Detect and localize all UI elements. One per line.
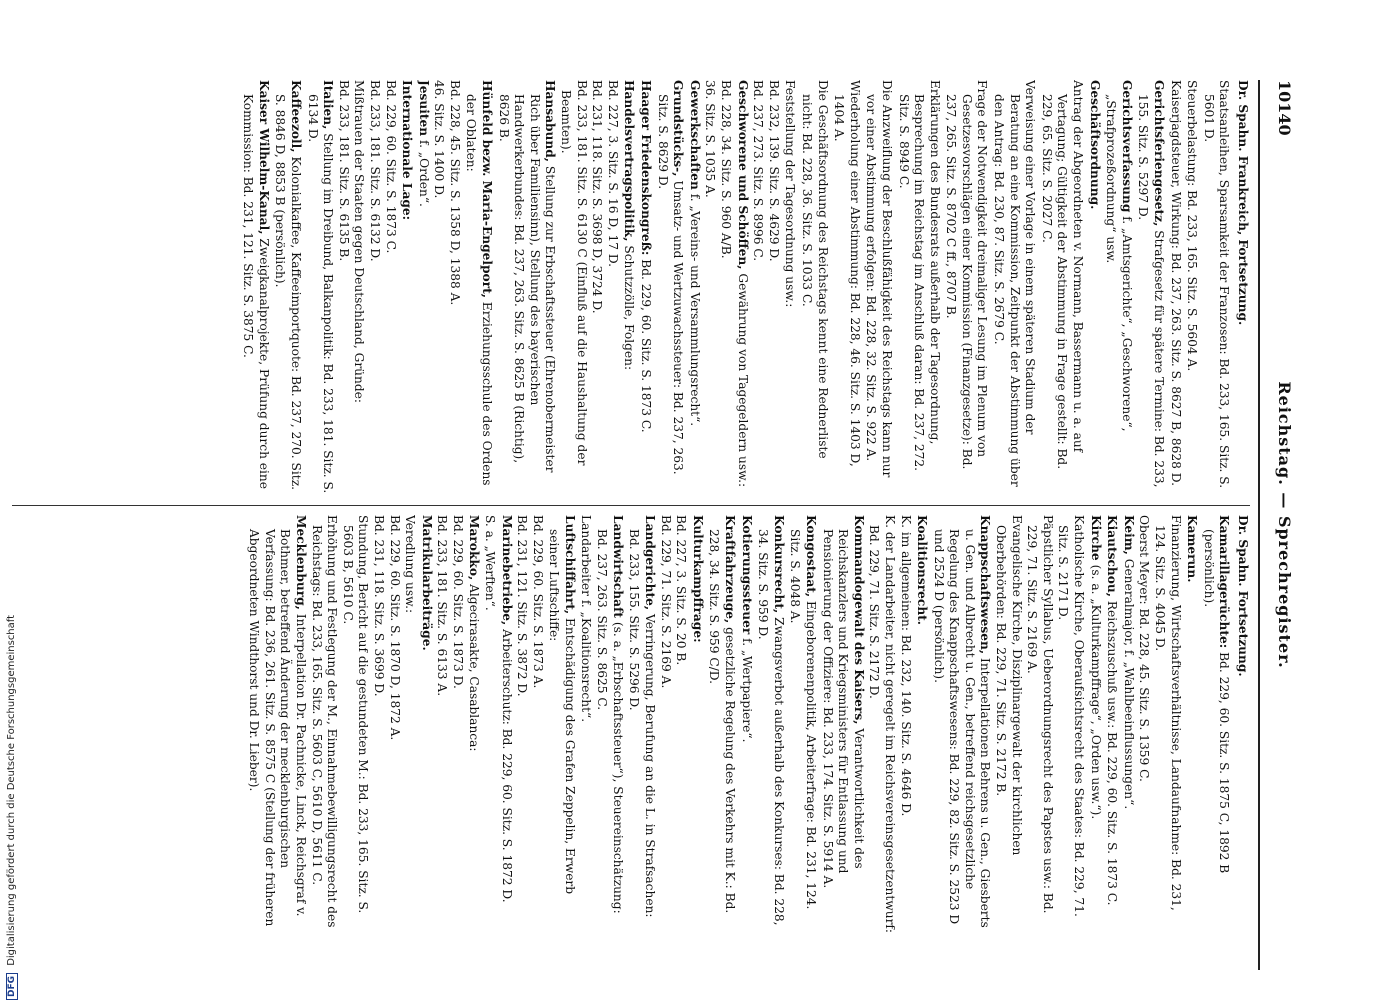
index-entry — [339, 515, 370, 935]
index-entry — [386, 515, 402, 935]
entry-text: Bd. 231, 121. Sitz. S. 3872 D. — [515, 515, 530, 697]
index-entry — [1167, 80, 1183, 495]
index-entry — [272, 80, 303, 495]
index-entry — [594, 515, 625, 935]
entry-text: Gewährung von Tagegeldern usw.: — [735, 273, 750, 488]
index-entry — [1086, 80, 1102, 495]
entry-lemma: Haager Friedenskongreß: — [639, 80, 654, 256]
entry-text: (s. a. „Erbschaftssteuer“), Steuereinschätzung: Bd. 237, 263. Sitz. S. 8625 C. — [595, 529, 625, 914]
entry-text: K. der Landarbeiter, nicht geregelt im Reichsvereinsgesetzentwurf: Bd. 229, 71. Sitz. S. 2172 D. — [867, 515, 897, 934]
entry-text: f. „Amtsgerichte“, „Geschworene“, „Strafprozeßordnung“ usw. — [1104, 94, 1134, 432]
index-entry — [1104, 515, 1120, 935]
index-entry — [866, 515, 897, 935]
entry-text: K. im allgemeinen: Bd. 232, 140. Sitz. S. 4646 D. — [898, 515, 913, 817]
index-entry — [1087, 515, 1103, 935]
index-entry — [1055, 515, 1086, 935]
index-entry — [1135, 80, 1166, 495]
column-divider — [12, 505, 1250, 506]
entry-lemma: Kulturkampffrage: — [690, 515, 705, 643]
entry-text: Verantwortlichkeit des Reichskanzlers und Kriegsministers für Entlassung und Pensionierung der Offiziere: Bd. 233, 174. Sitz. S. 5914 A. — [820, 529, 866, 889]
entry-text: Generalmajor, f. „Wahlbeeinflussungen“. — [1121, 558, 1136, 810]
entry-lemma: Gewerkschaften — [687, 80, 702, 190]
entry-text: Stundung, Bericht auf die gestundeten M.: Bd. 233, 165. Sitz. S. 5603 B, 5610 C. — [340, 515, 371, 914]
index-entry — [654, 80, 685, 495]
entry-text: Bd. 227, 3. Sitz. S. 16 D, 17 D. — [605, 80, 620, 268]
entry-text: Finanzierung, Wirtschaftsverhältnisse, Landaufnahme: Bd. 231, 124. Sitz. S. 4045 D. — [1153, 515, 1183, 911]
entry-lemma: Kraftfahrzeuge, — [723, 515, 737, 624]
index-entry — [466, 515, 482, 935]
index-entry — [895, 80, 942, 495]
index-entry — [930, 515, 992, 935]
index-entry — [734, 80, 750, 495]
entry-text: Bd. 231, 118. Sitz. S. 3699 D. — [371, 515, 386, 697]
index-entry — [546, 515, 577, 935]
entry-text: Wiederholung einer Abstimmung: Bd. 228, 46. Sitz. S. 1403 D, 1404 A. — [832, 80, 862, 467]
index-entry — [304, 80, 335, 495]
credit-text: Digitalisierung gefördert durch die Deutsche Forschungsgemeinschaft — [6, 614, 17, 966]
entry-text: (s. a. „Kulturkampffrage“, „Orden usw.“). — [1088, 564, 1103, 820]
section-heading — [1234, 515, 1250, 935]
entry-lemma: Keim, — [1121, 515, 1136, 555]
index-entry — [402, 515, 418, 935]
entry-lemma: Mecklenburg, — [293, 515, 308, 610]
entry-text: Bd. 233, 181. Sitz. S. 6133 A. — [435, 515, 450, 697]
entry-text: Bd. 229, 60. Sitz. S. 1873 C. — [383, 80, 398, 254]
entry-lemma: Hünfeld bezw. Maria-Engelport, — [480, 80, 495, 298]
entry-text: 36. Sitz. S. 1035 A. — [703, 80, 718, 198]
index-entry — [577, 515, 593, 935]
page-number: 10140 — [1275, 80, 1294, 136]
index-entry — [993, 515, 1024, 935]
entry-lemma: Dr. Spahn. — [1236, 515, 1250, 587]
entry-lemma: Kongostaat, — [803, 515, 818, 598]
index-entry — [482, 515, 498, 935]
index-entry — [1151, 515, 1182, 935]
index-entry — [750, 80, 766, 495]
entry-text: Erziehungsschule des Ordens der Oblaten: — [464, 94, 495, 486]
index-entry — [1184, 515, 1200, 935]
right-column — [12, 515, 1250, 935]
entry-text: Die Anzweiflung der Beschlußfähigkeit des Reichstags kann nur vor einer Abstimmung erfolgen: Bd. 228, 32. Sitz. S. 922 A. — [864, 80, 894, 478]
index-entry — [897, 515, 913, 935]
entry-lemma: Kiautschou, — [1105, 515, 1120, 597]
index-entry — [366, 80, 382, 495]
index-entry — [335, 80, 351, 495]
entry-text: Entschädigung des Grafen Zeppelin, Erwerb seiner Luftschiffe: — [547, 529, 578, 895]
index-entry — [308, 515, 339, 935]
entry-text: Bd. 233, 181. Sitz. S. 6132 D. — [367, 80, 382, 262]
entry-lemma: Hansabund, — [543, 80, 558, 163]
index-entry — [991, 80, 1038, 495]
index-entry — [657, 515, 673, 935]
index-entry — [626, 515, 657, 935]
index-entry — [1024, 515, 1055, 935]
entry-text: Bd. 229, 60. Sitz. S. 1870 D, 1872 A. — [387, 515, 402, 741]
entry-text: Fortsetzung. — [1236, 590, 1250, 677]
entry-lemma: Geschworene und Schöffen, — [735, 80, 750, 270]
entry-lemma: Grundstücks-, — [671, 80, 686, 177]
entry-text: f. „Wertpapiere“. — [739, 638, 754, 743]
index-entry — [686, 80, 702, 495]
running-title: Reichstag. — Sprechregister. — [1275, 381, 1294, 669]
index-entry — [589, 80, 605, 495]
entry-text: S. a. „Werften“. — [483, 515, 498, 611]
index-entry — [1200, 515, 1231, 935]
entry-text: Frankreich, Fortsetzung. — [1236, 155, 1250, 326]
index-entry — [738, 515, 754, 935]
entry-text: Bd. 229, 60. Sitz. S. 1875 C, 1892 B (persönlich). — [1201, 529, 1232, 874]
entry-text: Zweigkanalprojekte, Prüfung durch eine Kommission: Bd. 231, 121. Sitz. S. 3875 C. — [241, 94, 271, 489]
index-entry — [787, 515, 818, 935]
index-entry — [819, 515, 866, 935]
index-entry — [702, 80, 718, 495]
index-entry — [449, 515, 465, 935]
index-entry — [782, 80, 798, 495]
index-entry — [557, 80, 588, 495]
index-entry — [863, 80, 894, 495]
digitization-credit — [6, 580, 18, 1000]
entry-lemma: Italien, — [321, 80, 336, 130]
entry-text: Arbeiterschutz: Bd. 229, 60. Sitz. S. 1872 D. — [499, 629, 514, 903]
entry-text: Päpstlicher Syllabus, Ueberordnungsrecht des Papstes usw.: Bd. 229, 71. Sitz. S. 2169 A. — [1025, 515, 1055, 914]
entry-text: f. „Vereins- und Versammlungsrecht“. — [687, 193, 702, 427]
entry-lemma: Landgerichte, — [643, 515, 658, 611]
index-entry — [1120, 515, 1136, 935]
index-entry — [1184, 80, 1200, 495]
index-entry — [637, 80, 653, 495]
entry-lemma: Kaiser Wilhelm-Kanal, — [256, 80, 271, 235]
entry-text: Bd. 229, 60. Sitz. S. 1873 C. — [639, 259, 654, 433]
index-entry — [831, 80, 862, 495]
entry-text: Interpellationen Behrens u. Gen., Giesberts u. Gen. und Albrecht u. Gen., betreffend reichsgesetzliche Regelung des Knappschaftswesens: Bd. 229, 82. Sitz. S. 2523 D und 2524 D (persönlich). — [931, 529, 993, 928]
entry-text: Erklärungen des Bundesrats außerhalb der Tagesordnung, Besprechung im Reichstag im Anschluß daran: Bd. 237, 272. Sitz. S. 8949 C. — [896, 80, 942, 472]
index-entry — [673, 515, 689, 935]
dfg-logo: DFG — [6, 973, 18, 1000]
index-entry — [529, 515, 545, 935]
entry-text: Steuerbelastung: Bd. 233, 165. Sitz. S. 5604 A. — [1185, 80, 1200, 372]
entry-text: Bd. 232, 139. Sitz. S. 4629 D. — [766, 80, 781, 262]
index-entry — [434, 515, 450, 935]
entry-lemma: Geschäftsordnung. — [1087, 80, 1102, 210]
page-header — [1258, 80, 1300, 970]
entry-text: Bd. 231, 118. Sitz. S. 3698 D, 3724 D. — [590, 80, 605, 314]
index-entry — [943, 80, 990, 495]
index-entry — [1136, 515, 1152, 935]
index-entry — [382, 80, 398, 495]
entry-text: Kolonialkaffee, Kaffeeimportquote: Bd. 237, 270. Sitz. S. 8846 D, 8853 B (persönlich). — [273, 94, 303, 490]
entry-text: Bd. 229, 60. Sitz. S. 1873 D. — [450, 515, 465, 689]
entry-lemma: Marinebetriebe, — [499, 515, 514, 626]
index-entry — [1038, 80, 1085, 495]
entry-text: Bd. 228, 34. Sitz. S. 960 A/B. — [719, 80, 733, 259]
index-entry — [246, 515, 308, 935]
entry-text: Stellung im Dreibund, Balkanpolitik: Bd. 233, 181. Sitz. S. 6134 D. — [305, 94, 336, 494]
entry-text: Mißtrauen der Staaten gegen Deutschland, Gründe: — [352, 80, 367, 403]
index-entry — [463, 80, 494, 495]
entry-lemma: Internationale Lage: — [400, 80, 415, 221]
index-entry — [399, 80, 415, 495]
entry-text: Zwangsverbot außerhalb des Konkurses: Bd. 228, 34. Sitz. S. 959 D. — [756, 529, 786, 926]
index-entry — [498, 515, 514, 935]
index-entry — [415, 80, 431, 495]
entry-lemma: Matrikularbeiträge. — [419, 515, 434, 651]
entry-text: Bd. 227, 3. Sitz. S. 20 B. — [674, 515, 689, 666]
index-entry — [446, 80, 462, 495]
entry-text: Bd. 229, 60. Sitz. S. 1873 A. — [530, 515, 545, 689]
entry-text: Bd. 229, 71. Sitz. S. 2169 A. — [658, 515, 673, 689]
entry-text: Katholische Kirche, Oberaufsichtsrecht des Staates: Bd. 229, 71. Sitz. S. 2171 D. — [1056, 515, 1087, 917]
entry-lemma: Konkursrecht, — [771, 515, 786, 614]
entry-text: Landarbeiter f. „Koalitionsrecht“. — [578, 515, 593, 723]
entry-text: Bd. 233, 181. Sitz. S. 6130 C (Einfluß auf die Haushaltung der Beamten). — [559, 80, 589, 466]
entry-text: Schutzzölle, Folgen: — [622, 245, 637, 371]
index-entry — [495, 80, 557, 495]
entry-text: f. „Orden“. — [416, 140, 431, 207]
index-entry — [765, 80, 781, 495]
entry-text: Antrag der Abgeordneten v. Normann, Bassermann u. a. auf Vertagung; Gültigkeit der Abstimmung in Frage gestellt: Bd. 229, 65. Sitz. S. 2027 C. — [1039, 80, 1086, 470]
index-entry — [1103, 80, 1134, 495]
entry-lemma: Gerichtsverfassung — [1119, 80, 1134, 213]
entry-text: Algecirasakte, Casablanca: — [467, 584, 482, 752]
index-entry — [431, 80, 447, 495]
entry-text: Bd. 237, 273. Sitz. S. 8996 C. — [751, 80, 766, 262]
entry-lemma: Luftschiffahrt, — [563, 515, 578, 615]
entry-lemma: Kamerun. — [1185, 515, 1200, 583]
entry-lemma: Koalitionsrecht. — [915, 515, 930, 626]
entry-lemma: Kamarillagerüchte: — [1217, 515, 1232, 649]
entry-lemma: Gerichtsferiengesetz, — [1152, 80, 1167, 227]
entry-text: Kaiserjagdsteuer, Wirkung: Bd. 237, 263. Sitz. S. 8627 B, 8628 D. — [1168, 80, 1183, 486]
entry-text: Erhöhung und Festlegung der M., Einnahmebewilligungsrecht des Reichstags: Bd. 233, 165. Sitz. S. 5603 C, 5610 D, 5611 C. — [309, 515, 340, 928]
entry-lemma: Landwirtschaft — [610, 515, 625, 618]
index-entry — [914, 515, 930, 935]
entry-lemma: Kaffeezoll, — [288, 80, 303, 153]
index-entry — [604, 80, 620, 495]
index-entry — [514, 515, 530, 935]
section-heading — [1234, 80, 1250, 495]
entry-text: gesetzliche Regelung des Verkehrs mit K.: Bd. 228, 34. Sitz. S. 959 C/D. — [707, 529, 737, 914]
entry-text: Strafgesetz für spätere Termine: Bd. 233, 155. Sitz. S. 5297 D. — [1136, 94, 1167, 488]
index-entry — [706, 515, 737, 935]
index-entry — [1200, 80, 1231, 495]
entry-text: Umsatz- und Wertzuwachssteuer: Bd. 237, 263. Sitz. S. 8629 D. — [655, 94, 686, 475]
entry-text: Feststellung der Tagesordnung usw.: — [783, 80, 798, 308]
entry-text: Eingeborenenpolitik, Arbeiterfrage: Bd. 231, 124. Sitz. S. 4048 A. — [788, 529, 818, 910]
index-entry — [418, 515, 434, 935]
entry-lemma: Kommandogewalt des Kaisers, — [851, 515, 866, 725]
index-entry — [370, 515, 386, 935]
index-entry — [621, 80, 637, 495]
index-entry — [240, 80, 271, 495]
entry-lemma: Kotierungssteuer — [739, 515, 754, 635]
entry-text: Bd. 233, 181. Sitz. S. 6135 B. — [336, 80, 351, 262]
left-column — [12, 80, 1250, 495]
entry-lemma: Jesuiten — [416, 80, 431, 137]
entry-lemma: Handelsvertragspolitik, — [622, 80, 637, 242]
entry-text: Veredlung usw.: — [403, 515, 418, 614]
entry-text: Interpellation Dr. Pachnicke, Linck, Reichsgraf v. Bothmer, betreffend Änderung der mecklenburgischen Verfassung: Bd. 236, 261. Sitz. S. 8575 C (Stellung der früheren Abgeordneten Windthorst und Dr. Lieber). — [247, 529, 308, 927]
entry-lemma: Kirche — [1088, 515, 1103, 561]
index-entry — [798, 80, 829, 495]
index-entry — [755, 515, 786, 935]
entry-text: Evangelische Kirche, Disziplinargewalt der kirchlichen Oberbehörden: Bd. 229, 71. Sitz. S. 2172 B. — [994, 515, 1024, 856]
entry-text: Bd. 228, 45. Sitz. S. 1358 D, 1388 A. — [447, 80, 462, 306]
entry-text: 46. Sitz. S. 1400 D. — [432, 80, 447, 199]
entry-text: Die Geschäftsordnung des Reichstags kennt eine Rednerliste nicht: Bd. 228, 36. Sitz. S. 1033 C. — [799, 80, 830, 459]
index-entry — [351, 80, 367, 495]
entry-text: Staatsanleihen, Sparsamkeit der Franzosen: Bd. 233, 165. Sitz. S. 5601 D. — [1201, 80, 1232, 489]
entry-text: Frage der Notwendigkeit dreimaliger Lesung im Plenum von Gesetzesvorschlägen einer Kommission (Finanzgesetze): Bd. 237, 265. Sitz. S. 8702 C ff., 8707 B. — [944, 80, 990, 470]
entry-lemma: Marokko, — [467, 515, 482, 581]
entry-text: Oberst Meyer: Bd. 228, 45. Sitz. S. 1359 C. — [1137, 515, 1152, 782]
index-entry — [717, 80, 733, 495]
entry-text: Stellung zur Erbschaftssteuer (Ehrenobermeister Rich über Familiensinn), Stellung des bayerischen Handwerkerbundes: Bd. 237, 263. Sitz. S. 8625 B (Richtig), 8626 B. — [496, 94, 558, 473]
index-entry — [689, 515, 705, 935]
entry-lemma: Dr. Spahn. — [1236, 80, 1250, 152]
entry-text: Reichszuschuß usw.: Bd. 229, 60. Sitz. S. 1873 C. — [1105, 600, 1120, 906]
entry-text: Verweisung einer Vorlage in einem späteren Stadium der Beratung an eine Kommission, Zeitpunkt der Abstimmung über den Antrag: Bd. 230, 87. Sitz. S. 2679 C. — [992, 80, 1038, 487]
entry-lemma: Knappschaftswesen, — [978, 515, 993, 655]
entry-text: Verringerung, Berufung an die L. in Strafsachen: Bd. 233, 155. Sitz. S. 5296 D. — [627, 529, 658, 918]
